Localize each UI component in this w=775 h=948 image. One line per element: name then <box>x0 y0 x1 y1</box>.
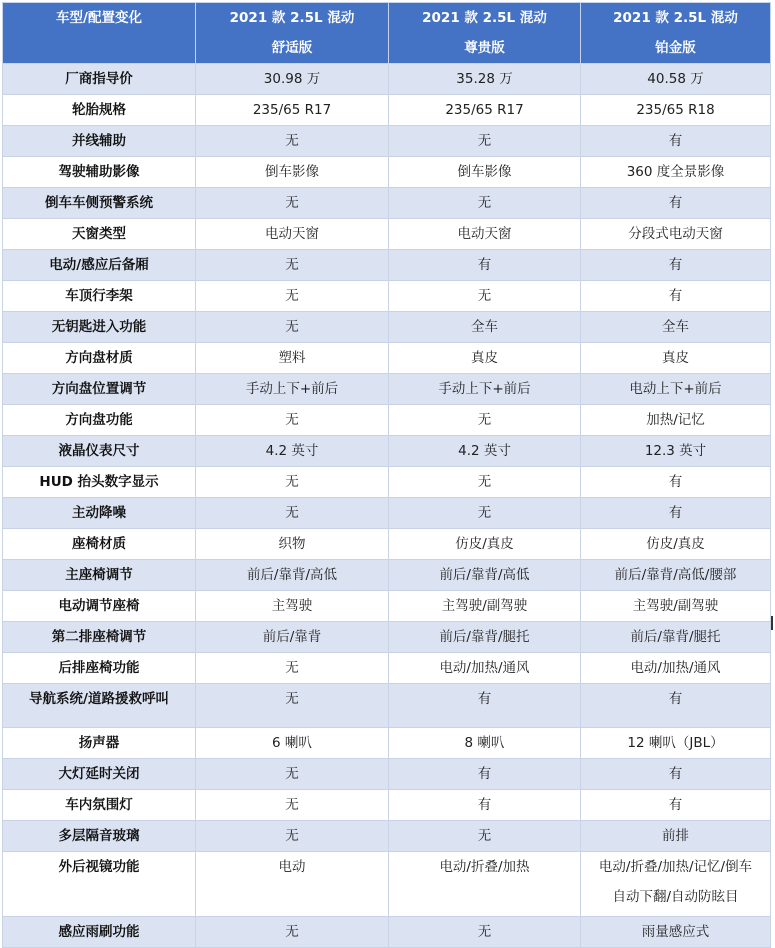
cell-comfort: 电动 <box>196 852 389 917</box>
cell-premium: 4.2 英寸 <box>389 436 581 467</box>
cell-premium: 无 <box>389 405 581 436</box>
cell-comfort: 前后/靠背 <box>196 622 389 653</box>
cell-premium: 前后/靠背/腿托 <box>389 622 581 653</box>
cell-platinum: 真皮 <box>581 343 771 374</box>
cell-platinum: 电动上下+前后 <box>581 374 771 405</box>
cell-comfort: 塑料 <box>196 343 389 374</box>
table-row <box>3 759 771 790</box>
table-row <box>3 852 771 917</box>
table-row <box>3 250 771 281</box>
table-body <box>3 64 771 948</box>
cell-premium: 无 <box>389 281 581 312</box>
cell-premium: 前后/靠背/高低 <box>389 560 581 591</box>
cell-comfort: 6 喇叭 <box>196 728 389 759</box>
cell-premium: 35.28 万 <box>389 64 581 95</box>
row-label: 驾驶辅助影像 <box>3 157 196 188</box>
cell-platinum: 前排 <box>581 821 771 852</box>
table-row <box>3 343 771 374</box>
cell-platinum: 有 <box>581 126 771 157</box>
row-label: 轮胎规格 <box>3 95 196 126</box>
row-label: 多层隔音玻璃 <box>3 821 196 852</box>
row-label: 倒车车侧预警系统 <box>3 188 196 219</box>
row-label: 车内氛围灯 <box>3 790 196 821</box>
row-label: 电动/感应后备厢 <box>3 250 196 281</box>
table-row <box>3 529 771 560</box>
row-label: 第二排座椅调节 <box>3 622 196 653</box>
cell-platinum: 12.3 英寸 <box>581 436 771 467</box>
cell-platinum: 235/65 R18 <box>581 95 771 126</box>
cell-comfort: 无 <box>196 821 389 852</box>
row-label: HUD 抬头数字显示 <box>3 467 196 498</box>
cell-comfort: 无 <box>196 281 389 312</box>
table-row <box>3 436 771 467</box>
cell-premium: 235/65 R17 <box>389 95 581 126</box>
header-model-comfort-line1: 2021 款 2.5L 混动 <box>229 10 355 26</box>
row-label: 扬声器 <box>3 728 196 759</box>
row-label: 车顶行李架 <box>3 281 196 312</box>
cell-premium: 手动上下+前后 <box>389 374 581 405</box>
cell-comfort: 无 <box>196 653 389 684</box>
row-label: 感应雨刷功能 <box>3 917 196 948</box>
cell-premium: 主驾驶/副驾驶 <box>389 591 581 622</box>
cell-platinum: 有 <box>581 188 771 219</box>
cell-premium: 无 <box>389 498 581 529</box>
cell-comfort: 倒车影像 <box>196 157 389 188</box>
cell-premium: 无 <box>389 188 581 219</box>
row-label: 大灯延时关闭 <box>3 759 196 790</box>
cell-comfort: 无 <box>196 126 389 157</box>
header-model-comfort-line2: 舒适版 <box>271 40 313 56</box>
header-label: 车型/配置变化 <box>3 3 196 64</box>
row-label: 导航系统/道路援救呼叫 <box>3 684 196 728</box>
cell-platinum: 有 <box>581 250 771 281</box>
cell-platinum: 前后/靠背/高低/腰部 <box>581 560 771 591</box>
table-row <box>3 281 771 312</box>
cell-premium: 8 喇叭 <box>389 728 581 759</box>
cell-premium: 无 <box>389 467 581 498</box>
cell-comfort: 前后/靠背/高低 <box>196 560 389 591</box>
cell-premium: 有 <box>389 684 581 728</box>
cell-premium: 电动/折叠/加热 <box>389 852 581 917</box>
cell-premium: 电动天窗 <box>389 219 581 250</box>
table-row <box>3 498 771 529</box>
cell-comfort: 4.2 英寸 <box>196 436 389 467</box>
row-label: 并线辅助 <box>3 126 196 157</box>
cell-platinum: 电动/加热/通风 <box>581 653 771 684</box>
cell-platinum: 12 喇叭（JBL） <box>581 728 771 759</box>
row-label: 外后视镜功能 <box>3 852 196 917</box>
header-model-platinum-line1: 2021 款 2.5L 混动 <box>613 10 738 26</box>
cell-comfort: 主驾驶 <box>196 591 389 622</box>
cell-comfort: 手动上下+前后 <box>196 374 389 405</box>
cell-platinum-line2: 自动下翻/自动防眩目 <box>612 889 739 905</box>
table-row <box>3 653 771 684</box>
row-label: 电动调节座椅 <box>3 591 196 622</box>
cell-platinum: 雨量感应式 <box>581 917 771 948</box>
row-label: 主动降噪 <box>3 498 196 529</box>
cell-platinum: 分段式电动天窗 <box>581 219 771 250</box>
cell-platinum: 有 <box>581 684 771 728</box>
table-row <box>3 622 771 653</box>
cell-comfort: 无 <box>196 467 389 498</box>
header-model-comfort <box>196 3 389 64</box>
table-row <box>3 684 771 728</box>
row-label: 方向盘功能 <box>3 405 196 436</box>
row-label: 液晶仪表尺寸 <box>3 436 196 467</box>
cell-premium: 全车 <box>389 312 581 343</box>
cell-platinum: 全车 <box>581 312 771 343</box>
header-model-premium <box>389 3 581 64</box>
table-row <box>3 790 771 821</box>
table-row <box>3 405 771 436</box>
spec-comparison-table <box>2 2 771 948</box>
table-row <box>3 374 771 405</box>
cell-premium: 倒车影像 <box>389 157 581 188</box>
cell-premium: 无 <box>389 917 581 948</box>
cell-platinum <box>581 852 771 917</box>
cell-platinum: 有 <box>581 281 771 312</box>
cell-platinum: 有 <box>581 498 771 529</box>
header-row <box>3 3 771 64</box>
table-row <box>3 560 771 591</box>
header-model-premium-line1: 2021 款 2.5L 混动 <box>422 10 547 26</box>
table-row <box>3 64 771 95</box>
cell-comfort: 无 <box>196 250 389 281</box>
cell-comfort: 无 <box>196 498 389 529</box>
cell-premium: 有 <box>389 250 581 281</box>
table-row <box>3 126 771 157</box>
cell-platinum-line1: 电动/折叠/加热/记忆/倒车 <box>598 859 753 875</box>
cell-platinum: 有 <box>581 467 771 498</box>
cell-premium: 电动/加热/通风 <box>389 653 581 684</box>
cell-premium: 有 <box>389 759 581 790</box>
row-label: 天窗类型 <box>3 219 196 250</box>
cell-premium: 无 <box>389 821 581 852</box>
cell-premium: 真皮 <box>389 343 581 374</box>
cell-comfort: 无 <box>196 759 389 790</box>
table-row <box>3 188 771 219</box>
row-label: 主座椅调节 <box>3 560 196 591</box>
cell-comfort: 无 <box>196 790 389 821</box>
row-label: 方向盘材质 <box>3 343 196 374</box>
table-row <box>3 917 771 948</box>
row-label: 厂商指导价 <box>3 64 196 95</box>
table-row <box>3 219 771 250</box>
cell-platinum: 加热/记忆 <box>581 405 771 436</box>
header-model-premium-line2: 尊贵版 <box>464 40 505 56</box>
cell-platinum: 仿皮/真皮 <box>581 529 771 560</box>
cell-premium: 无 <box>389 126 581 157</box>
edge-mark <box>771 616 773 630</box>
table-row <box>3 312 771 343</box>
cell-platinum: 主驾驶/副驾驶 <box>581 591 771 622</box>
table-row <box>3 821 771 852</box>
cell-platinum: 前后/靠背/腿托 <box>581 622 771 653</box>
header-model-platinum <box>581 3 771 64</box>
cell-comfort: 无 <box>196 312 389 343</box>
header-model-platinum-line2: 铂金版 <box>655 40 696 56</box>
cell-comfort: 235/65 R17 <box>196 95 389 126</box>
cell-premium: 有 <box>389 790 581 821</box>
cell-platinum: 有 <box>581 790 771 821</box>
cell-platinum: 40.58 万 <box>581 64 771 95</box>
cell-comfort: 无 <box>196 917 389 948</box>
cell-platinum: 有 <box>581 759 771 790</box>
cell-comfort: 无 <box>196 188 389 219</box>
cell-comfort: 30.98 万 <box>196 64 389 95</box>
table-row <box>3 728 771 759</box>
cell-comfort: 无 <box>196 684 389 728</box>
cell-comfort: 无 <box>196 405 389 436</box>
cell-comfort: 电动天窗 <box>196 219 389 250</box>
cell-comfort: 织物 <box>196 529 389 560</box>
table-row <box>3 157 771 188</box>
table-row <box>3 467 771 498</box>
cell-premium: 仿皮/真皮 <box>389 529 581 560</box>
table-row <box>3 591 771 622</box>
row-label: 座椅材质 <box>3 529 196 560</box>
cell-platinum: 360 度全景影像 <box>581 157 771 188</box>
row-label: 方向盘位置调节 <box>3 374 196 405</box>
row-label: 后排座椅功能 <box>3 653 196 684</box>
row-label: 无钥匙进入功能 <box>3 312 196 343</box>
table-row <box>3 95 771 126</box>
